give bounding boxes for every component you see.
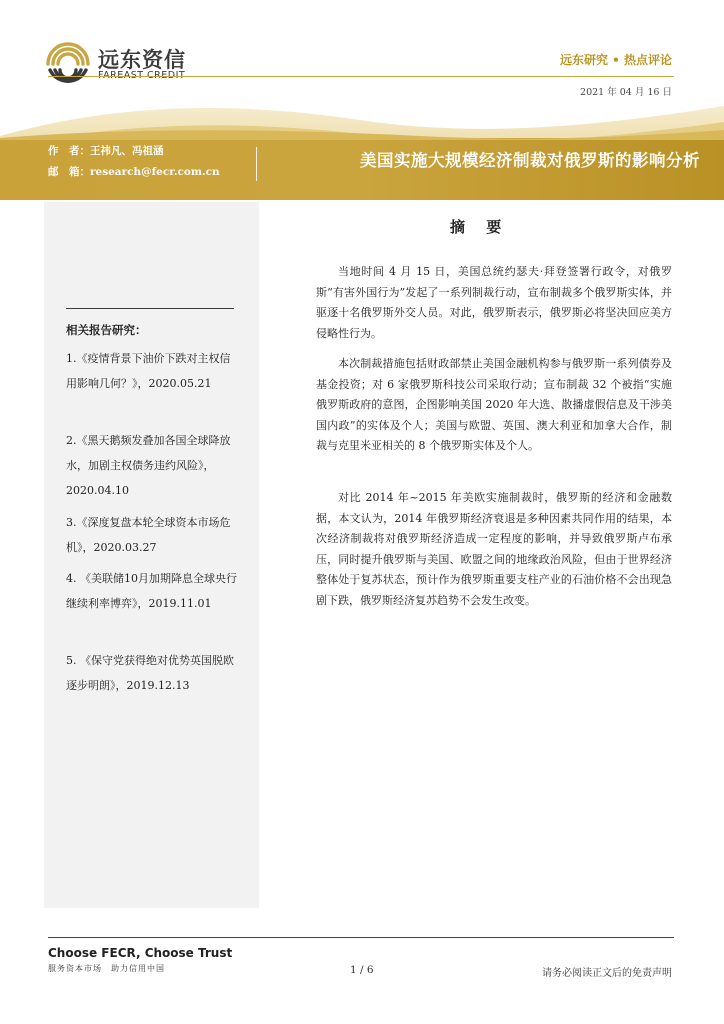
related-reports-heading: 相关报告研究： <box>66 323 147 337</box>
footer-slogan-sub: 服务资本市场 助力信用中国 <box>48 964 165 973</box>
related-report-item[interactable]: 1.《疫情背景下油价下跌对主权信用影响几何？》，2020.05.21 <box>66 352 231 390</box>
report-series: 远东研究 • 热点评论 <box>559 53 672 67</box>
footer-divider <box>48 937 674 938</box>
report-title: 美国实施大规模经济制裁对俄罗斯的影响分析 <box>360 151 700 170</box>
footer-slogan: Choose FECR, Choose Trust <box>48 946 233 960</box>
related-report-item[interactable]: 4. 《美联储10月加期降息全球央行继续利率博弈》，2019.11.01 <box>66 572 237 610</box>
abstract-paragraph: 本次制裁措施包括财政部禁止美国金融机构参与俄罗斯一系列债券及基金投资；对 6 家俄罗斯科技公司采取行动；宣布制裁 32 个被指“实施俄罗斯政府的意图，企图影响美国 2020 年大选、散播虚假信息及干涉美国内政”的实体及个人；美国与欧盟、英国、澳大利亚和加拿大合作，制裁与克里米亚相关的 8 个俄罗斯实体及个人。 <box>316 357 672 452</box>
logo-chinese-name: 远东资信 <box>98 48 186 72</box>
related-report-item[interactable]: 3.《深度复盘本轮全球资本市场危机》，2020.03.27 <box>66 516 231 554</box>
report-date: 2021 年 04 月 16 日 <box>580 87 672 98</box>
page-number: 1 / 6 <box>350 964 374 976</box>
abstract-paragraph: 当地时间 4 月 15 日，美国总统约瑟夫·拜登签署行政令，对俄罗斯“有害外国行为”发起了一系列制裁行动，宣布制裁多个俄罗斯实体，并驱逐十名俄罗斯外交人员。对此，俄罗斯表示，俄罗斯必将坚决回应美方侵略性行为。 <box>316 265 672 340</box>
footer-disclaimer: 请务必阅读正文后的免责声明 <box>542 968 672 979</box>
banner-separator <box>256 147 257 181</box>
sidebar-divider <box>66 308 234 309</box>
related-report-item[interactable]: 5. 《保守党获得绝对优势英国脱欧逐步明朗》，2019.12.13 <box>66 654 234 692</box>
related-report-item[interactable]: 2.《黑天鹅频发叠加各国全球降放水，加剧主权债务违约风险》，2020.04.10 <box>66 434 231 497</box>
abstract-paragraph: 对比 2014 年~2015 年美欧实施制裁时，俄罗斯的经济和金融数据，本文认为，2014 年俄罗斯经济衰退是多种因素共同作用的结果，本次经济制裁将对俄罗斯经济造成一定程度的影响，并导致俄罗斯卢布承压，同时提升俄罗斯与美国、欧盟之间的地缘政治风险，但由于世界经济整体处于复苏状态，预计作为俄罗斯重要支柱产业的石油价格不会出现急剧下跌，俄罗斯经济复苏趋势不会发生改变。 <box>316 491 672 607</box>
author-line: 作 者：王祎凡、冯祖涵 <box>48 145 164 157</box>
email-line[interactable]: 邮 箱：research@fecr.com.cn <box>48 166 220 178</box>
header-divider <box>48 76 674 77</box>
abstract-title: 摘 要 <box>450 218 510 236</box>
